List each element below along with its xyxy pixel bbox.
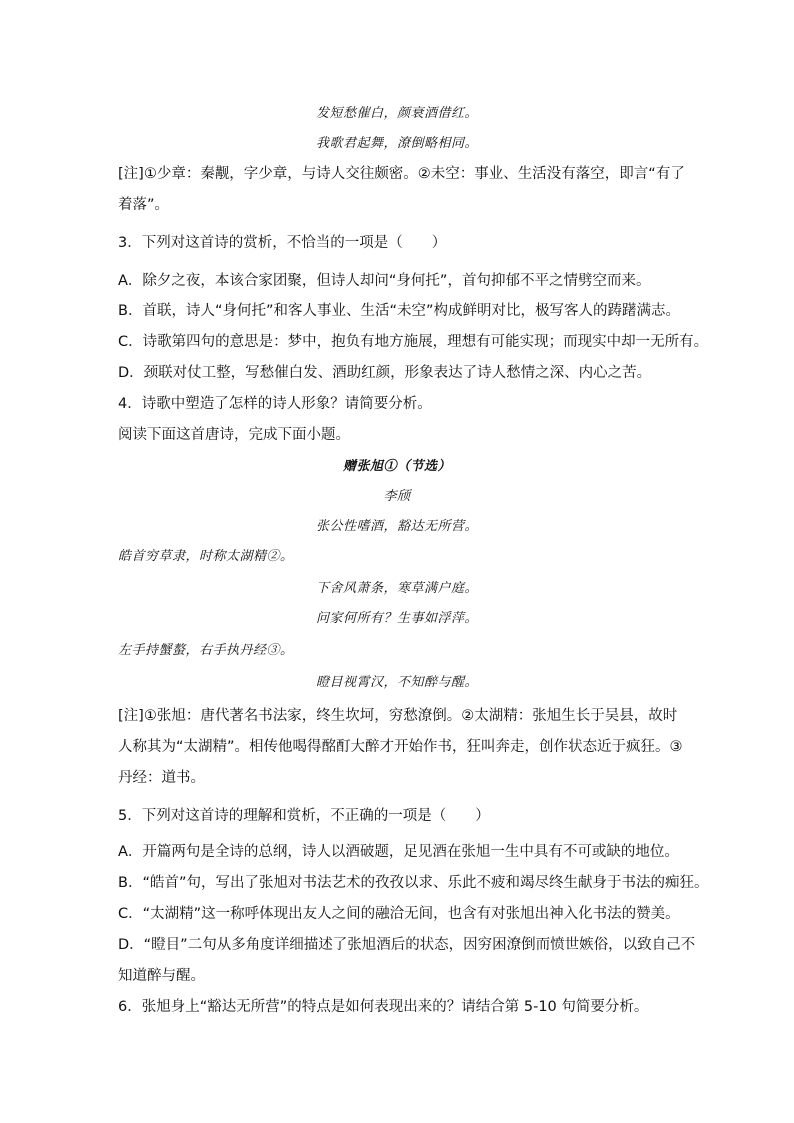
poem2-line-2: 皓首穷草隶，时称太湖精②。 (118, 549, 294, 564)
q6-stem: 6．张旭身上“豁达无所营”的特点是如何表现出来的？请结合第 5-10 句简要分析。 (118, 999, 649, 1015)
poem2-line-4: 问家何所有？生事如浮萍。 (315, 611, 478, 626)
q5-option-c: C．“太湖精”这一称呼体现出友人之间的融洽无间，也含有对张旭出神入化书法的赞美。 (118, 906, 680, 922)
q5-option-d: D．“瞪目”二句从多角度详细描述了张旭酒后的状态，因穷困潦倒而愤世嫉俗，以致自己不 (118, 937, 696, 953)
poem2-note-line-2: 人称其为“太湖精”。相传他喝得酩酊大醉才开始作书，狂叫奔走，创作状态近于疯狂。③ (118, 739, 683, 755)
poem1-line-1: 发短愁催白，颜衰酒借红。 (315, 106, 478, 121)
poem2-line-6: 瞪目视霄汉，不知醉与醒。 (315, 675, 478, 690)
poem2-title: 赠张旭①（节选） (342, 459, 451, 474)
poem2-note-line-1: [注]①张旭：唐代著名书法家，终生坎坷，穷愁潦倒。②太湖精：张旭生长于吴县，故时 (118, 708, 678, 724)
poem2-line-1: 张公性嗜酒，豁达无所营。 (315, 519, 478, 534)
poem1-note-line-2: 着落”。 (118, 197, 170, 213)
q5-stem: 5．下列对这首诗的理解和赏析，不正确的一项是（ ） (118, 808, 490, 824)
q3-option-c: C．诗歌第四句的意思是：梦中，抱负有地方施展，理想有可能实现；而现实中却一无所有。 (118, 334, 709, 350)
q5-option-d-cont: 知道醉与醒。 (118, 968, 205, 984)
q3-option-b: B．首联，诗人“身何托”和客人事业、生活“未空”构成鲜明对比，极写客人的踌躇满志。 (118, 303, 680, 319)
poem1-line-2: 我歌君起舞，潦倒略相同。 (315, 136, 478, 151)
poem2-line-3: 下舍风萧条，寒草满户庭。 (315, 581, 478, 596)
q4-stem: 4．诗歌中塑造了怎样的诗人形象？请简要分析。 (118, 396, 432, 412)
q3-stem: 3．下列对这首诗的赏析，不恰当的一项是（ ） (118, 235, 447, 251)
q5-option-a: A．开篇两句是全诗的总纲，诗人以酒破题，足见酒在张旭一生中具有不可或缺的地位。 (118, 844, 679, 860)
poem2-note-line-3: 丹经：道书。 (118, 770, 205, 786)
q3-option-d: D．颈联对仗工整，写愁催白发、酒助红颜，形象表达了诗人愁情之深、内心之苦。 (118, 365, 652, 381)
q3-option-a: A．除夕之夜，本该合家团聚，但诗人却问“身何托”，首句抑郁不平之情劈空而来。 (118, 273, 651, 289)
q5-option-b: B．“皓首”句，写出了张旭对书法艺术的孜孜以求、乐此不疲和竭尽终生献身于书法的痴狂。 (118, 875, 709, 891)
poem1-note-line-1: [注]①少章：秦觏，字少章，与诗人交往颇密。②未空：事业、生活没有落空，即言“有了 (118, 166, 685, 182)
poem2-author: 李颀 (383, 489, 411, 504)
section-intro: 阅读下面这首唐诗，完成下面小题。 (118, 427, 350, 443)
poem2-line-5: 左手持蟹螯，右手执丹经③。 (118, 643, 294, 658)
